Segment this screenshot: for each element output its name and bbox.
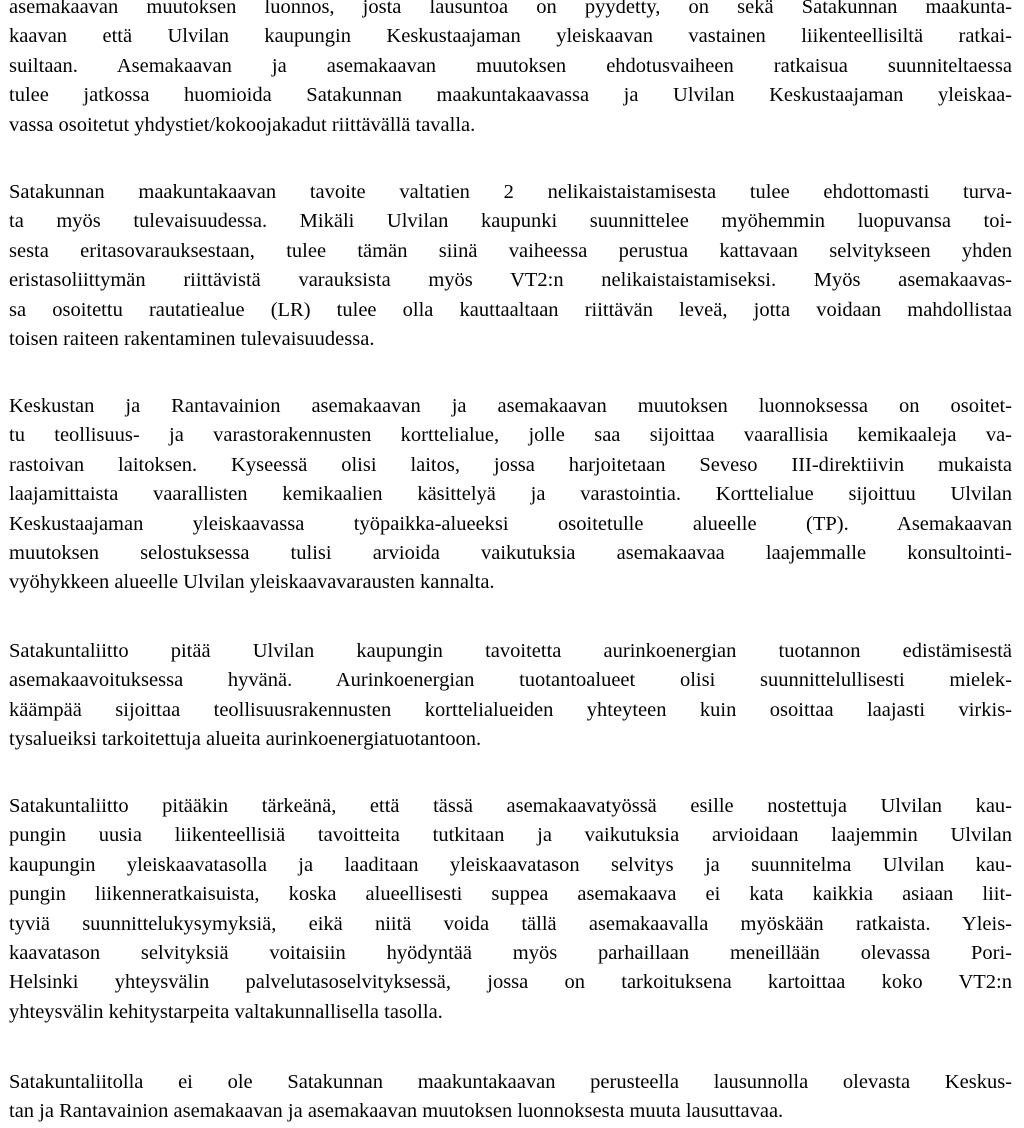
text-line: tyviä suunnittelukysymyksiä, eikä niitä voida tällä asemakaavalla myöskään ratkaista. Yleis- [9, 912, 1012, 935]
text-line: Satakunnan maakuntakaavan tavoite valtatien 2 nelikaistaistamisesta tulee ehdottomasti turva- [9, 181, 1012, 203]
text-line: Keskustan ja Rantavainion asemakaavan ja asemakaavan muutoksen luonnoksessa on osoitet- [9, 395, 1012, 417]
paragraph-traffic-solutions [9, 0, 1012, 140]
text-line: tan ja Rantavainion asemakaavan ja asemakaavan muutoksen luonnoksesta muuta lausuttavaa. [9, 1100, 784, 1123]
text-line: vyöhykkeen alueelle Ulvilan yleiskaavavarausten kannalta. [9, 571, 495, 594]
text-line: vassa osoitetut yhdystiet/kokoojakadut riittävällä tavalla. [9, 113, 476, 136]
text-line: pungin uusia liikenteellisiä tavoitteita tutkitaan ja vaikutuksia arvioidaan laajemmin Ulvilan [9, 824, 1012, 847]
text-line: Helsinki yhteysvälin palvelutasoselvityksessä, jossa on tarkoituksena kartoittaa koko VT2:n [9, 971, 1012, 994]
paragraph-general-plan-study [9, 792, 1012, 1027]
text-line: tysalueiksi tarkoitettuja alueita aurinkoenergiatuotantoon. [9, 728, 482, 751]
text-line: asemakaavoituksessa hyvänä. Aurinkoenergian tuotantoalueet olisi suunnittelullisesti mielek- [9, 669, 1012, 692]
text-line: laajamittaista vaarallisten kemikaalien käsittelyä ja varastointia. Korttelialue sijoittuu Ulvilan [9, 483, 1012, 506]
paragraph-solar-energy [9, 637, 1012, 755]
paragraph-highway-four-lane [9, 178, 1012, 354]
text-line: asemakaavan muutoksen luonnos, josta lausuntoa on pyydetty, on sekä Satakunnan maakunta- [9, 0, 1012, 18]
text-line: kaavatason selvityksiä voitaisiin hyödyntää myös parhaillaan meneillään olevassa Pori- [9, 942, 1012, 965]
text-line: Keskustaajaman yleiskaavassa työpaikka-alueeksi osoitetulle alueelle (TP). Asemakaavan [9, 512, 1012, 535]
text-line: sesta eritasovarauksestaan, tulee tämän siinä vaiheessa perustua kattavaan selvitykseen yhden [9, 239, 1012, 262]
text-line: rastoivan laitoksen. Kyseessä olisi laitos, jossa harjoitetaan Seveso III-direktiivin mukaista [9, 453, 1012, 476]
text-line: Satakuntaliitto pitää Ulvilan kaupungin tavoitetta aurinkoenergian tuotannon edistämisestä [9, 640, 1012, 662]
paragraph-closing-statement [9, 1068, 1012, 1127]
text-line: yhteysvälin kehitystarpeita valtakunnallisella tasolla. [9, 1000, 443, 1023]
text-line: ta myös tulevaisuudessa. Mikäli Ulvilan kaupunki suunnittelee myöhemmin luopuvansa toi- [9, 210, 1012, 233]
text-line: toisen raiteen rakentaminen tulevaisuudessa. [9, 328, 375, 351]
text-line: Satakuntaliitto pitääkin tärkeänä, että tässä asemakaavatyössä esille nostettuja Ulvilan kau- [9, 795, 1012, 817]
text-line: kaupungin yleiskaavatasolla ja laaditaan yleiskaavatason selvitys ja suunnitelma Ulvilan kau- [9, 853, 1012, 876]
text-line: Satakuntaliitolla ei ole Satakunnan maakuntakaavan perusteella lausunnolla olevasta Keskus- [9, 1071, 1012, 1093]
text-line: muutoksen selostuksessa tulisi arvioida vaikutuksia asemakaavaa laajemmalle konsultointi- [9, 542, 1012, 565]
text-line: tu teollisuus- ja varastorakennusten korttelialue, jolle saa sijoittaa vaarallisia kemikaaleja va- [9, 424, 1012, 447]
text-line: pungin liikenneratkaisuista, koska alueellisesti suppea asemakaava ei kata kaikkia asiaan liit- [9, 883, 1012, 906]
paragraph-seveso-block [9, 392, 1012, 598]
text-line: tulee jatkossa huomioida Satakunnan maakuntakaavassa ja Ulvilan Keskustaajaman yleiskaa- [9, 84, 1012, 107]
text-line: sa osoitettu rautatiealue (LR) tulee olla kauttaaltaan riittävän leveä, jotta voidaan mahdollistaa [9, 298, 1012, 321]
text-line: eristasoliittymän riittävistä varauksista myös VT2:n nelikaistaistamiseksi. Myös asemakaavas- [9, 269, 1012, 292]
text-line: kaavan että Ulvilan kaupungin Keskustaajaman yleiskaavan vastainen liikenteellisiltä ratkai- [9, 25, 1012, 48]
text-line: käämpää sijoittaa teollisuusrakennusten korttelialueiden yhteyteen kuin osoittaa laajasti virkis- [9, 698, 1012, 721]
text-line: suiltaan. Asemakaavan ja asemakaavan muutoksen ehdotusvaiheen ratkaisua suunniteltaessa [9, 54, 1012, 77]
